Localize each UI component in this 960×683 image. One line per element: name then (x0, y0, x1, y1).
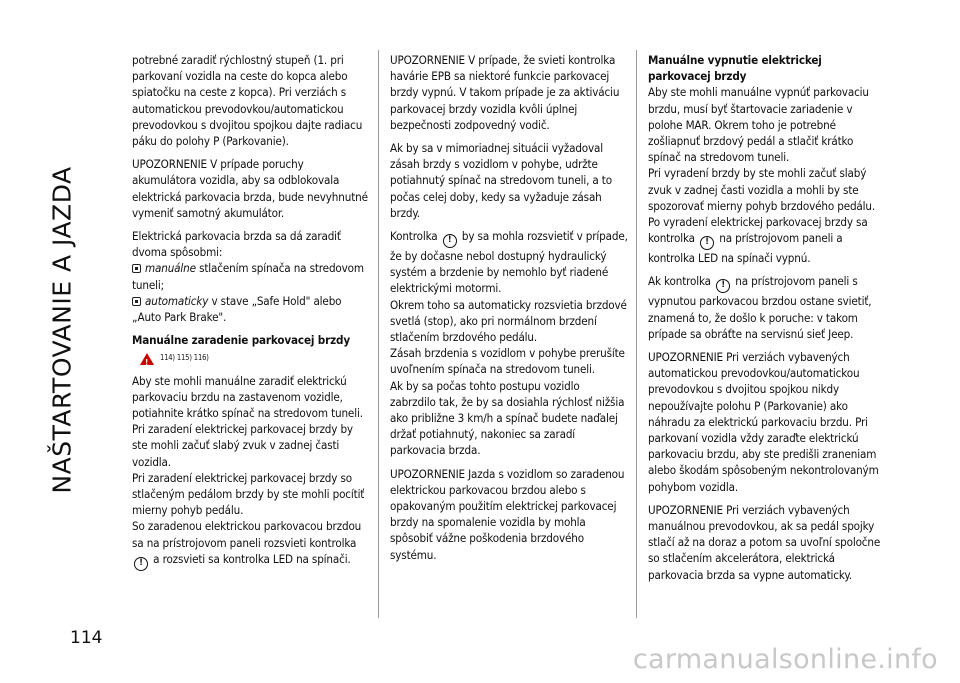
column-divider (636, 50, 637, 618)
paragraph: Aby ste mohli manuálne zaradiť elektrickú parkovaciu brzdu na zastavenom vozidle, potiahnite krátko spínač na stredovom tuneli. (132, 373, 363, 421)
text-column-3 (648, 52, 886, 590)
warning-refs: 114) 115) 116) (160, 353, 209, 363)
section-heading: Manuálne vypnutie elektrickej parkovacej brzdy (648, 53, 822, 84)
list-item (132, 293, 370, 325)
paragraph: Okrem toho sa automaticky rozsvietia brzdové svetlá (stop), ako pri normálnom brzdení stlačením brzdového pedálu. (390, 297, 627, 345)
watermark: carmanualsonline.info (632, 644, 938, 675)
list-item-text: v stave „Safe Hold" alebo „Auto Park Brake". (132, 293, 342, 325)
paragraph: Elektrická parkovacia brzda sa dá zaradiť dvoma spôsobmi: (132, 229, 341, 260)
list-item (132, 260, 370, 292)
section-heading: Manuálne zaradenie parkovacej brzdy (132, 333, 350, 348)
paragraph: Aby ste mohli manuálne vypnúť parkovaciu brzdu, musí byť štartovacie zariadenie v polohe MAR. Okrem toho je potrebné zošliapnuť brzdový pedál a stlačiť krátko spínač na stredovom tuneli. (648, 85, 869, 165)
paragraph: Zásah brzdenia s vozidlom v pohybe prerušíte uvoľnením spínača na stredovom tuneli. (390, 346, 625, 377)
bullet-box-icon (132, 297, 141, 306)
note-paragraph: UPOZORNENIE V prípade, že svieti kontrolka havárie EPB sa niektoré funkcie parkovacej brzdy vypnú. V takom prípade je za aktiváciu parkovacej brzdy vozidla kvôli úplnej bezpečnosti zodpovedný vodič. (390, 53, 620, 132)
parking-brake-lamp-icon: ! (700, 236, 714, 250)
note-paragraph: UPOZORNENIE Jazda s vozidlom so zaradenou elektrickou parkovacou brzdou alebo s opakovaným použitím elektrickej parkovacej brzdy na spomalenie vozidla by mohla spôsobiť vážne poškodenia brzdového systému. (390, 466, 625, 562)
parking-brake-lamp-icon: ! (443, 234, 457, 248)
paragraph: potrebné zaradiť rýchlostný stupeň (1. pri parkovaní vozidla na ceste do kopca alebo spiatočku na ceste z kopca). Pri verziách s automatickou prevodovkou/automatickou prevodovkou s dvojitou spojkou dajte radiacu páku do polohy P (Parkovanie). (132, 53, 363, 149)
paragraph: So zaradenou elektrickou parkovacou brzdou sa na prístrojovom paneli rozsvieti kontrolka ! a rozsvieti sa kontrolka LED na spínači. (132, 518, 370, 570)
paragraph: Pri zaradení elektrickej parkovacej brzdy by ste mohli začuť slabý zvuk v zadnej časti vozidla. (132, 422, 353, 469)
paragraph: Ak by sa v mimoriadnej situácii vyžadoval zásah brzdy s vozidlom v pohybe, udržte potiahnutý spínač na stredovom tuneli, a to počas celej doby, kedy sa vyžaduje zásah brzdy. (390, 141, 612, 220)
parking-brake-lamp-icon: ! (134, 557, 148, 571)
list-item-label: manuálne (145, 261, 196, 276)
note-paragraph: UPOZORNENIE Pri verziách vybavených manuálnou prevodovkou, ak sa pedál spojky stlačí až na doraz a potom sa uvoľní spoločne so stlačením akcelerátora, elektrická parkovacia brzda sa vypne automaticky. (648, 502, 881, 582)
paragraph: Pri zaradení elektrickej parkovacej brzdy so stlačeným pedálom brzdy by ste mohli pocítiť mierny pohyb pedálu. (132, 470, 365, 518)
note-paragraph: UPOZORNENIE V prípade poruchy akumulátora vozidla, aby sa odblokovala elektrická parkovacia brzda, bude nevyhnutné vymeniť samotný akumulátor. (132, 157, 368, 220)
page-number: 114 (70, 628, 103, 648)
note-paragraph: UPOZORNENIE Pri verziách vybavených automatickou prevodovkou/automatickou prevodovkou s dvojitou spojkou nikdy nepoužívajte polohu P (Parkovanie) ako náhradu za elektrickú parkovaciu brzdu. Pri parkovaní vozidla vždy zaraďte elektrickú parkovaciu brzdu, aby ste predišli zraneniam alebo škodám spôsobeným nekontrolovaným pohybom vozidla. (648, 350, 879, 494)
warning-reference (140, 350, 370, 366)
section-title: NAŠTARTOVANIE A JAZDA (47, 166, 77, 494)
text-column-2 (390, 52, 628, 570)
paragraph: Ak by sa počas tohto postupu vozidlo zabrzdilo tak, že by sa dosiahla rýchlosť nižšia ako približne 3 km/h a spínač budete naďalej držať potiahnutý, nakoniec sa zaradí parkovacia brzda. (390, 378, 625, 458)
paragraph: Pri vyradení brzdy by ste mohli začuť slabý zvuk v zadnej časti vozidla a mohli by ste spozorovať mierny pohyb brzdového pedálu. (648, 166, 876, 213)
list-item-text: stlačením spínača na stredovom tuneli; (132, 261, 364, 292)
paragraph: Ak kontrolka ! na prístrojovom paneli s vypnutou parkovacou brzdou ostane svietiť, znamená to, že došlo k poruche: v takom prípade sa obráťte na servisnú sieť Jeep. (648, 274, 872, 341)
warning-triangle-icon (140, 353, 154, 365)
bullet-box-icon (132, 264, 141, 273)
list-item-label: automaticky (145, 293, 209, 308)
text-column-1 (132, 52, 370, 578)
column-divider (378, 50, 379, 618)
paragraph: Kontrolka ! by sa mohla rozsvietiť v prípade, že by dočasne nebol dostupný hydraulický systém a brzdenie by nemohlo byť riadené elektrickými motormi. (390, 229, 628, 296)
parking-brake-lamp-icon: ! (716, 279, 730, 293)
paragraph: Po vyradení elektrickej parkovacej brzdy sa kontrolka ! na prístrojovom paneli a kontrolka LED na spínači vypnú. (648, 215, 868, 266)
